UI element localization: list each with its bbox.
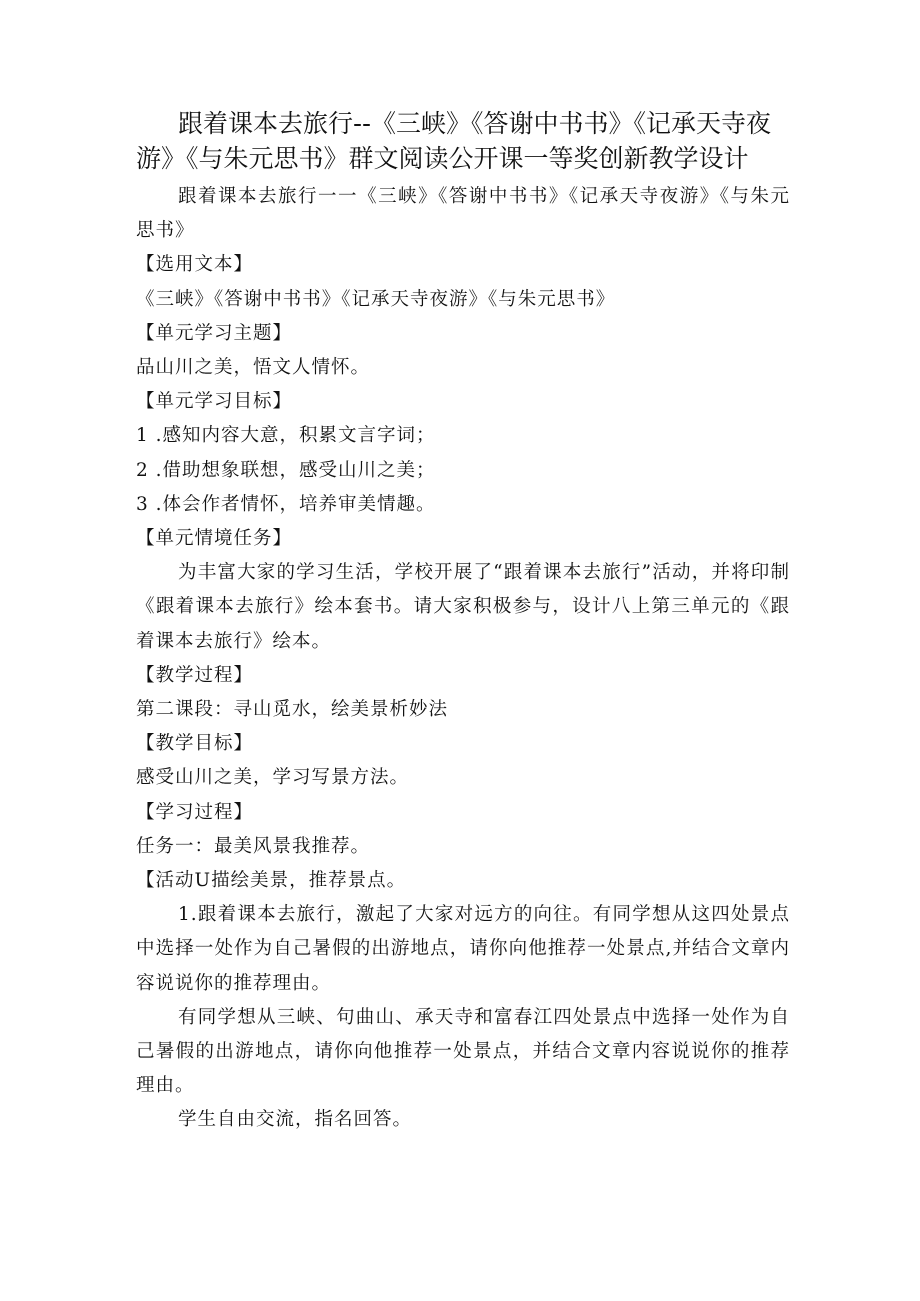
section-heading-teaching-process: 【教学过程】 (136, 664, 254, 686)
unit-task-paragraph: 为丰富大家的学习生活，学校开展了“跟着课本去旅行”活动，并将印制《跟着课本去旅行》绘本套书。请大家积极参与，设计八上第三单元的《跟着课本去旅行》绘本。 (136, 562, 790, 652)
unit-goal-item: 1 .感知内容大意，积累文言字词； (136, 425, 436, 447)
section-heading-unit-goals: 【单元学习目标】 (136, 391, 293, 413)
unit-goal-item: 2 .借助想象联想，感受山川之美； (136, 459, 436, 481)
section-heading-teaching-goals: 【教学目标】 (136, 733, 254, 755)
subtitle-paragraph: 跟着课本去旅行一一《三峡》《答谢中书书》《记承天寺夜游》《与朱元思书》 (136, 186, 790, 242)
activity-one-paragraph: 【活动U描绘美景，推荐景点。 (136, 870, 407, 892)
unit-goal-item: 3 .体会作者情怀，培养审美情趣。 (136, 493, 436, 515)
step-one-repeat-paragraph: 有同学想从三峡、句曲山、承天寺和富春江四处景点中选择一处作为自己暑假的出游地点，请你向他推荐一处景点，并结合文章内容说说你的推荐理由。 (136, 1006, 790, 1097)
unit-theme-paragraph: 品山川之美，悟文人情怀。 (136, 357, 371, 379)
task-one-paragraph: 任务一：最美风景我推荐。 (136, 835, 371, 857)
document-body (136, 180, 790, 1138)
selected-texts-paragraph: 《三峡》《答谢中书书》《记承天寺夜游》《与朱元思书》 (136, 288, 616, 310)
step-one-paragraph: 1.跟着课本去旅行，激起了大家对远方的向往。有同学想从这四处景点中选择一处作为自己暑假的出游地点，请你向他推荐一处景点,并结合文章内容说说你的推荐理由。 (136, 904, 790, 994)
section-heading-unit-task: 【单元情境任务】 (136, 528, 293, 550)
teaching-goals-paragraph: 感受山川之美，学习写景方法。 (136, 767, 410, 789)
student-exchange-paragraph: 学生自由交流，指名回答。 (178, 1109, 413, 1131)
section-heading-learning-process: 【学习过程】 (136, 801, 254, 823)
lesson-two-paragraph: 第二课段：寻山觅水，绘美景析妙法 (136, 699, 449, 721)
section-heading-selected-texts: 【选用文本】 (136, 254, 254, 276)
document-title: 跟着课本去旅行--《三峡》《答谢中书书》《记承天寺夜游》《与朱元思书》群文阅读公开课一等奖创新教学设计 (136, 109, 772, 173)
section-heading-unit-theme: 【单元学习主题】 (136, 322, 293, 344)
